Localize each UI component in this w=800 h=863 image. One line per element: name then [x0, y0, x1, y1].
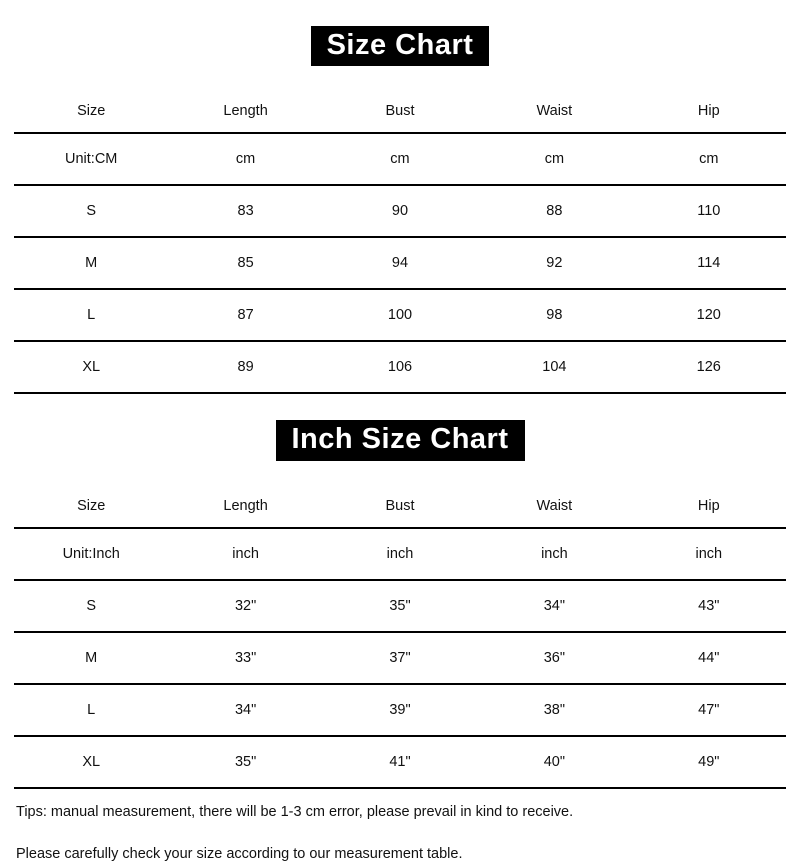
cell: inch [477, 528, 631, 580]
table-row [14, 185, 786, 237]
cell: 88 [477, 185, 631, 237]
table-header-row [14, 485, 786, 528]
column-header-length: Length [168, 90, 322, 133]
table-row [14, 736, 786, 788]
cell: 114 [632, 237, 786, 289]
note-check-size: Please carefully check your size according to our measurement table. [16, 846, 463, 862]
section-spacer [14, 394, 786, 420]
cell: M [14, 237, 168, 289]
cell: Unit:CM [14, 133, 168, 185]
top-spacer [14, 0, 786, 26]
cell: Unit:Inch [14, 528, 168, 580]
cell: cm [477, 133, 631, 185]
cm-title-banner: Size Chart [311, 26, 490, 66]
cm-table-head [14, 90, 786, 133]
cell: XL [14, 736, 168, 788]
cell: 120 [632, 289, 786, 341]
cell: 47" [632, 684, 786, 736]
cell: 49" [632, 736, 786, 788]
cell: 89 [168, 341, 322, 393]
table-row [14, 133, 786, 185]
cm-title-banner-wrap [14, 26, 786, 66]
inch-title-banner-wrap [14, 420, 786, 460]
cell: 35" [323, 580, 477, 632]
cell: 85 [168, 237, 322, 289]
cell: M [14, 632, 168, 684]
cell: 35" [168, 736, 322, 788]
table-row [14, 289, 786, 341]
cell: 43" [632, 580, 786, 632]
cell: 34" [477, 580, 631, 632]
table-row [14, 528, 786, 580]
table-row [14, 580, 786, 632]
cell: 44" [632, 632, 786, 684]
cell: 110 [632, 185, 786, 237]
column-header-bust: Bust [323, 485, 477, 528]
column-header-size: Size [14, 90, 168, 133]
cell: inch [323, 528, 477, 580]
cell: 39" [323, 684, 477, 736]
cell: 41" [323, 736, 477, 788]
note-measurement-error: Tips: manual measurement, there will be 1-3 cm error, please prevail in kind to receive. [16, 803, 574, 820]
cm-banner-spacer [14, 66, 786, 90]
column-header-hip: Hip [632, 90, 786, 133]
cell: 34" [168, 684, 322, 736]
cell: 100 [323, 289, 477, 341]
cell: S [14, 580, 168, 632]
cell: 32" [168, 580, 322, 632]
notes-block [14, 803, 786, 863]
inch-table-body [14, 528, 786, 788]
cell: inch [632, 528, 786, 580]
cell: XL [14, 341, 168, 393]
cell: 98 [477, 289, 631, 341]
cell: L [14, 289, 168, 341]
inch-title-banner: Inch Size Chart [276, 420, 525, 460]
cell: L [14, 684, 168, 736]
table-header-row [14, 90, 786, 133]
table-row [14, 632, 786, 684]
cell: inch [168, 528, 322, 580]
table-row [14, 341, 786, 393]
inch-size-table [14, 485, 786, 789]
cell: cm [168, 133, 322, 185]
cell: cm [323, 133, 477, 185]
cm-table-body [14, 133, 786, 393]
cell: cm [632, 133, 786, 185]
cell: 40" [477, 736, 631, 788]
cell: 126 [632, 341, 786, 393]
cell: 104 [477, 341, 631, 393]
inch-table-head [14, 485, 786, 528]
cell: 33" [168, 632, 322, 684]
cell: 83 [168, 185, 322, 237]
column-header-bust: Bust [323, 90, 477, 133]
column-header-waist: Waist [477, 90, 631, 133]
column-header-size: Size [14, 485, 168, 528]
inch-banner-spacer [14, 461, 786, 485]
column-header-hip: Hip [632, 485, 786, 528]
cm-size-table [14, 90, 786, 394]
table-row [14, 237, 786, 289]
cell: 38" [477, 684, 631, 736]
cell: 106 [323, 341, 477, 393]
cell: 94 [323, 237, 477, 289]
column-header-length: Length [168, 485, 322, 528]
cell: 87 [168, 289, 322, 341]
cell: 36" [477, 632, 631, 684]
cell: 37" [323, 632, 477, 684]
table-row [14, 684, 786, 736]
cell: 92 [477, 237, 631, 289]
cell: 90 [323, 185, 477, 237]
cell: S [14, 185, 168, 237]
column-header-waist: Waist [477, 485, 631, 528]
